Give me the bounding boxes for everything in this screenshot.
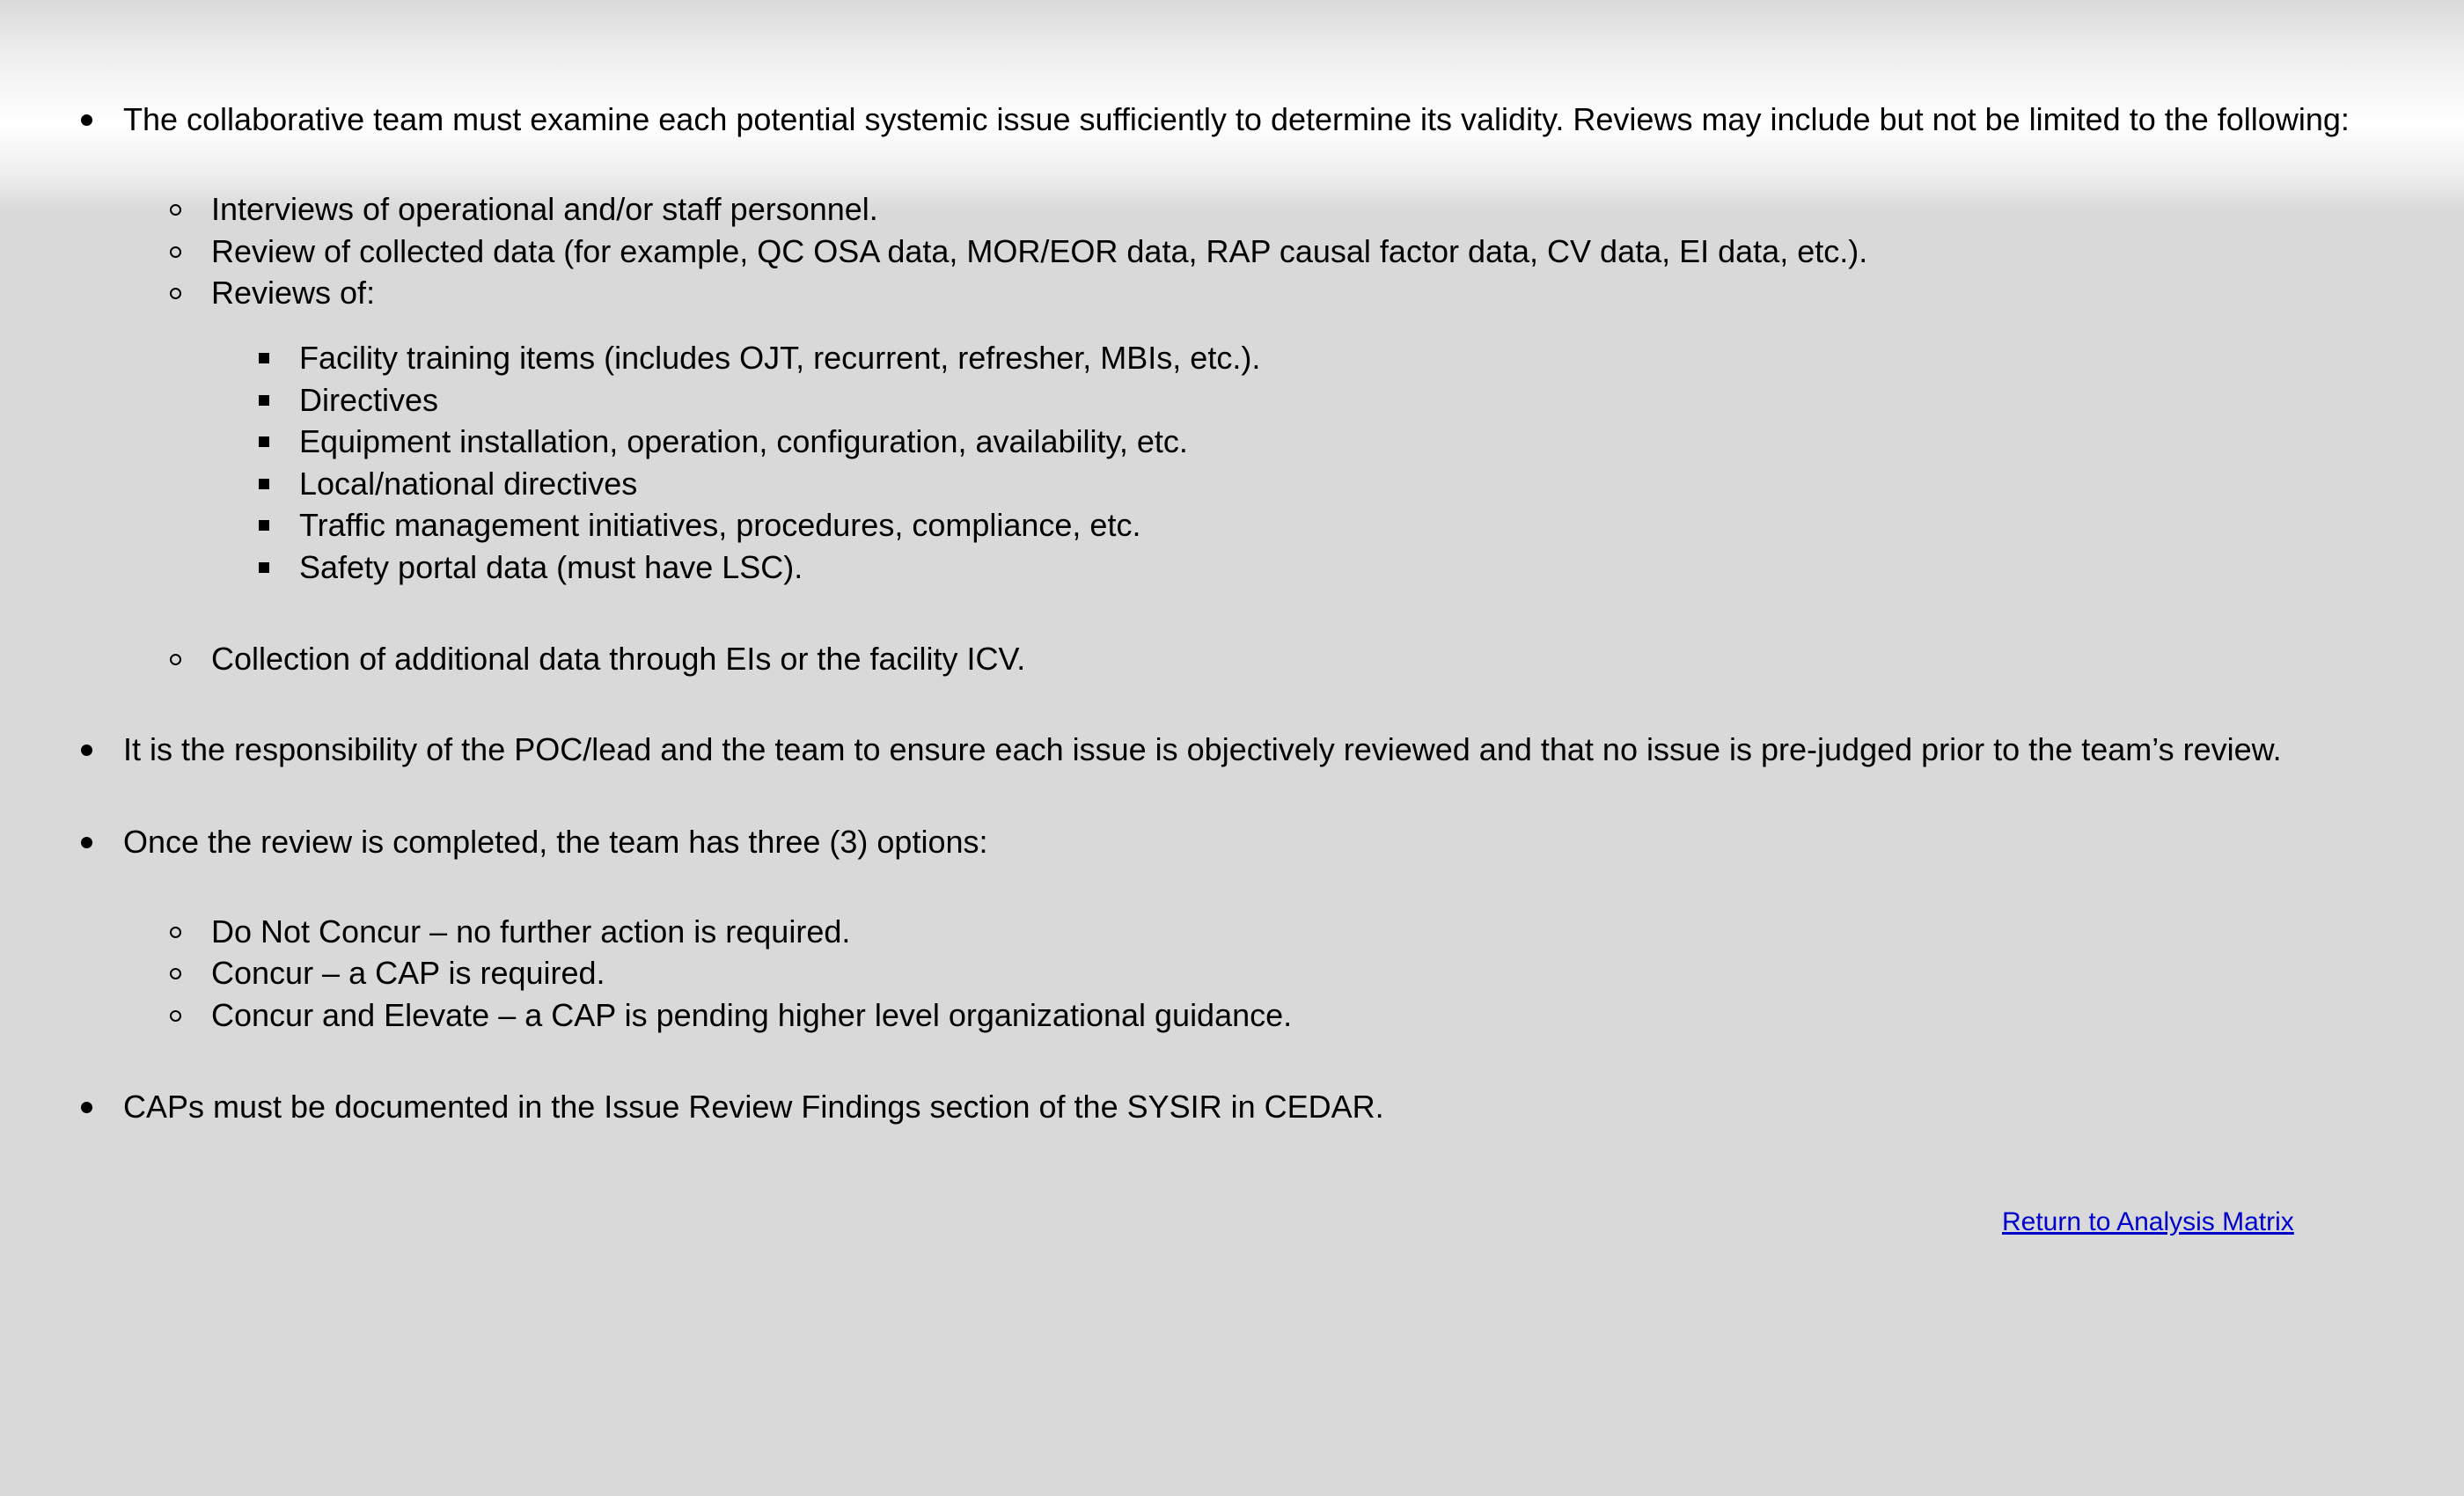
- bullet-text: Once the review is completed, the team has three (3) options:: [123, 824, 988, 860]
- circle-bullet-icon: [170, 246, 181, 258]
- sub-item-text: Interviews of operational and/or staff personnel.: [211, 191, 878, 227]
- square-bullet-icon: [259, 520, 269, 531]
- square-bullet-icon: [259, 562, 269, 573]
- sub-item-text: Reviews of:: [211, 275, 376, 311]
- circle-bullet-icon: [170, 1010, 181, 1022]
- review-item-text: Traffic management initiatives, procedures, compliance, etc.: [299, 507, 1141, 543]
- square-bullet-icon: [259, 436, 269, 447]
- circle-bullet-icon: [170, 204, 181, 216]
- bullet-text: The collaborative team must examine each potential systemic issue sufficiently to determine its validity. Reviews may include but not be limited to the following:: [123, 101, 2350, 137]
- bullet-text: CAPs must be documented in the Issue Review Findings section of the SYSIR in CEDAR.: [123, 1089, 1384, 1125]
- bullet-disc-icon: [81, 114, 92, 126]
- square-bullet-icon: [259, 479, 269, 489]
- review-item-text: Safety portal data (must have LSC).: [299, 549, 803, 585]
- bullet-disc-icon: [81, 1102, 92, 1113]
- review-item-text: Local/national directives: [299, 466, 638, 502]
- bullet-disc-icon: [81, 744, 92, 756]
- circle-bullet-icon: [170, 968, 181, 979]
- circle-bullet-icon: [170, 288, 181, 299]
- bullet-text: It is the responsibility of the POC/lead and the team to ensure each issue is objectively reviewed and that no issue is pre-judged prior to the team’s review.: [123, 731, 2282, 767]
- sub-item-text: Collection of additional data through EIs or the facility ICV.: [211, 641, 1026, 677]
- circle-bullet-icon: [170, 654, 181, 665]
- option-text: Concur and Elevate – a CAP is pending higher level organizational guidance.: [211, 997, 1293, 1033]
- circle-bullet-icon: [170, 927, 181, 938]
- square-bullet-icon: [259, 395, 269, 406]
- sub-item-text: Review of collected data (for example, QC OSA data, MOR/EOR data, RAP causal factor data, CV data, EI data, etc.).: [211, 233, 1868, 269]
- return-to-analysis-matrix-link[interactable]: Return to Analysis Matrix: [2002, 1207, 2294, 1236]
- bullet-disc-icon: [81, 837, 92, 848]
- option-text: Concur – a CAP is required.: [211, 955, 605, 991]
- review-item-text: Equipment installation, operation, configuration, availability, etc.: [299, 423, 1188, 459]
- review-item-text: Facility training items (includes OJT, recurrent, refresher, MBIs, etc.).: [299, 340, 1261, 376]
- square-bullet-icon: [259, 353, 269, 363]
- review-item-text: Directives: [299, 382, 439, 418]
- option-text: Do Not Concur – no further action is required.: [211, 913, 851, 950]
